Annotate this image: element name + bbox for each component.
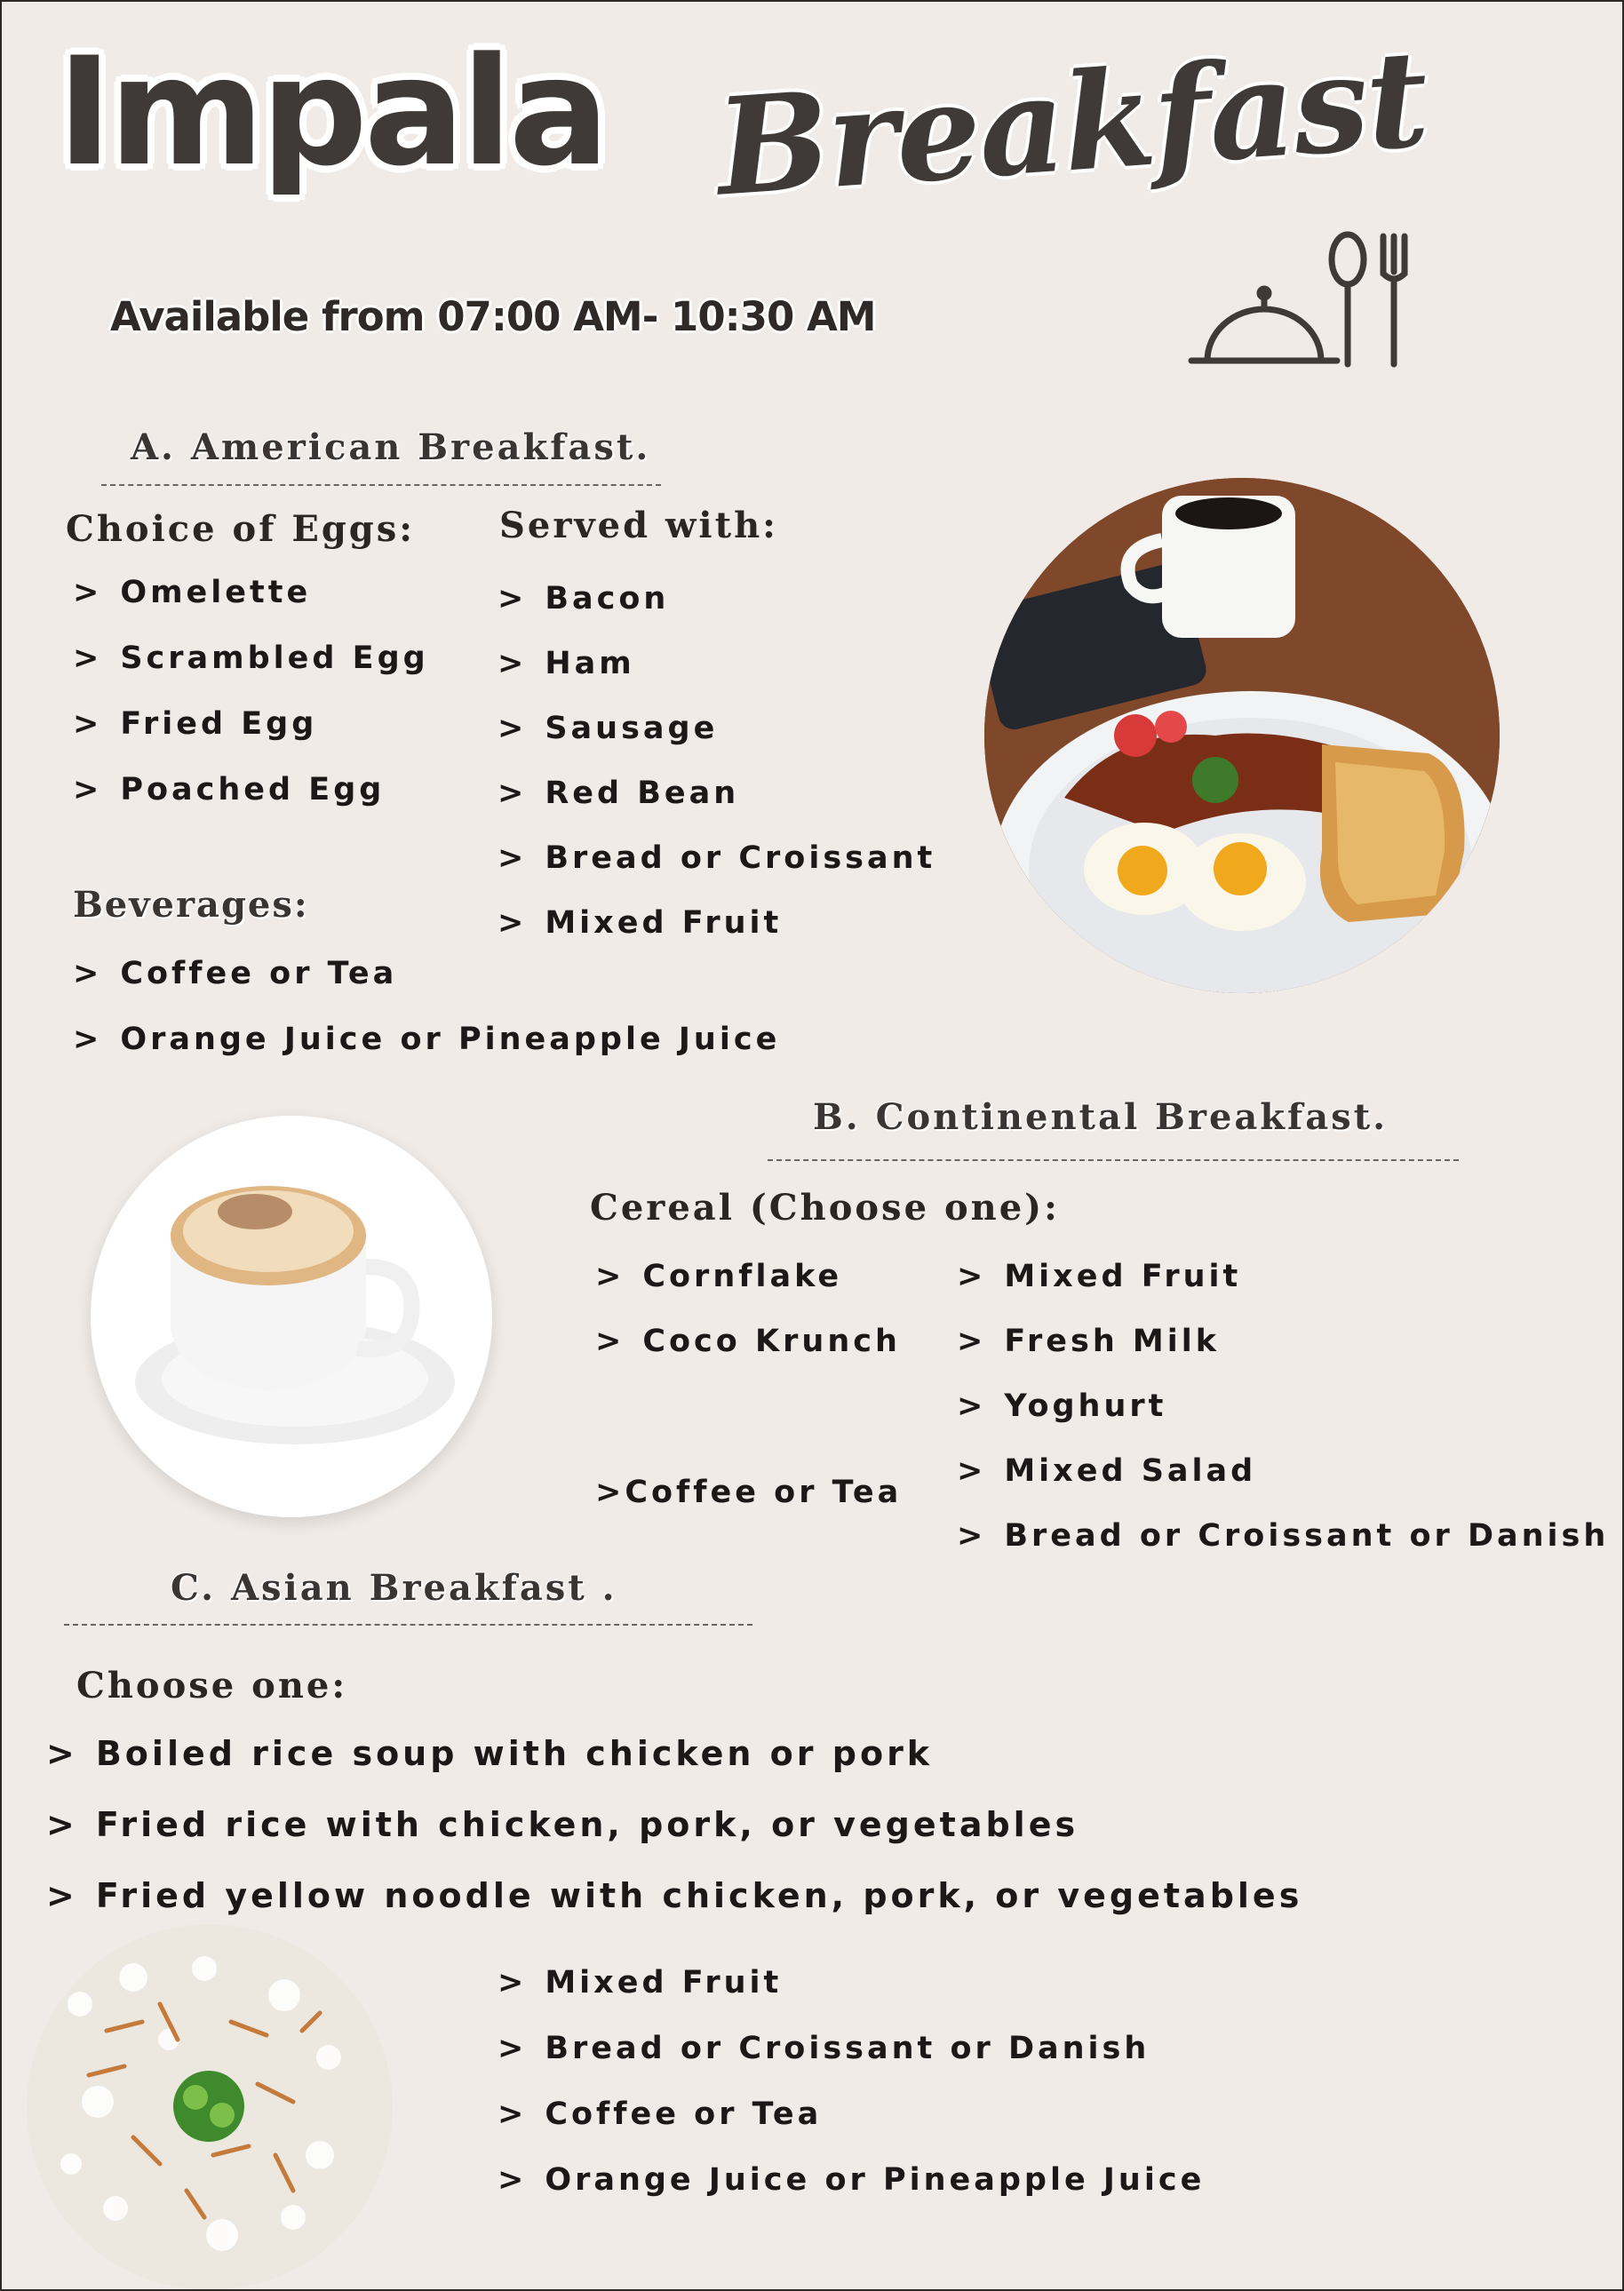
arrow-glyph: > bbox=[957, 1453, 987, 1489]
eggs-title: Choice of Eggs: bbox=[66, 508, 416, 550]
section-divider bbox=[768, 1159, 1459, 1161]
cereal-list bbox=[595, 1259, 901, 1388]
list-item: >Coffee or Tea bbox=[595, 1475, 903, 1510]
list-item: > Bread or Croissant or Danish bbox=[957, 1518, 1610, 1554]
list-item: > Orange Juice or Pineapple Juice bbox=[498, 2162, 1206, 2198]
list-item: > Fresh Milk bbox=[957, 1324, 1221, 1359]
asian-extras-list bbox=[498, 1965, 1205, 2228]
section-divider bbox=[64, 1624, 752, 1626]
breakfast-script-title: Breakfast bbox=[712, 20, 1432, 227]
list-item: > Sausage bbox=[498, 711, 719, 746]
arrow-glyph: > bbox=[498, 2096, 528, 2132]
arrow-glyph: > bbox=[957, 1324, 987, 1359]
list-item: > Cornflake bbox=[595, 1259, 843, 1294]
asian-heading: C. Asian Breakfast . bbox=[171, 1567, 617, 1609]
list-item: > Ham bbox=[498, 646, 635, 681]
list-item: > Coco Krunch bbox=[595, 1324, 901, 1359]
list-item: > Omelette bbox=[73, 575, 312, 610]
section-divider bbox=[101, 484, 661, 486]
cloche-spoon-fork-icon bbox=[1188, 231, 1419, 373]
arrow-glyph: > bbox=[498, 905, 528, 941]
list-item: > Mixed Fruit bbox=[498, 905, 783, 941]
list-item: > Mixed Fruit bbox=[498, 1965, 783, 2001]
served-list bbox=[498, 581, 935, 970]
list-item: > Bacon bbox=[498, 581, 670, 617]
eggs-list bbox=[73, 575, 429, 838]
served-title: Served with: bbox=[499, 505, 778, 546]
arrow-glyph: > bbox=[498, 2031, 528, 2066]
arrow-glyph: > bbox=[595, 1259, 625, 1294]
arrow-glyph: > bbox=[595, 1324, 625, 1359]
american-breakfast-photo bbox=[984, 478, 1500, 993]
arrow-glyph: > bbox=[498, 646, 528, 681]
list-item: > Boiled rice soup with chicken or pork bbox=[46, 1734, 934, 1773]
arrow-glyph: > bbox=[957, 1518, 987, 1554]
beverages-list bbox=[73, 956, 780, 1087]
list-item: > Scrambled Egg bbox=[73, 640, 429, 676]
arrow-glyph: > bbox=[957, 1388, 987, 1424]
arrow-glyph: > bbox=[46, 1876, 78, 1915]
arrow-glyph: > bbox=[498, 840, 528, 876]
list-item: > Yoghurt bbox=[957, 1388, 1167, 1424]
arrow-glyph: > bbox=[73, 575, 103, 610]
arrow-glyph: > bbox=[46, 1805, 78, 1844]
continental-extras-list bbox=[957, 1259, 1609, 1583]
cappuccino-illustration bbox=[91, 1116, 492, 1517]
brand-logo-text: Impala bbox=[57, 25, 607, 199]
list-item: > Coffee or Tea bbox=[498, 2096, 823, 2132]
list-item: > Bread or Croissant or Danish bbox=[498, 2031, 1150, 2066]
asian-choices-list bbox=[46, 1734, 1302, 1947]
porridge-illustration bbox=[27, 1924, 393, 2290]
rice-porridge-photo bbox=[27, 1924, 393, 2290]
list-item: > Fried Egg bbox=[73, 706, 318, 742]
list-item: > Fried rice with chicken, pork, or vegetables bbox=[46, 1805, 1079, 1844]
arrow-glyph: > bbox=[498, 2162, 528, 2198]
list-item: > Mixed Fruit bbox=[957, 1259, 1242, 1294]
arrow-glyph: > bbox=[73, 956, 103, 991]
arrow-glyph: > bbox=[498, 581, 528, 617]
arrow-glyph: > bbox=[957, 1259, 987, 1294]
arrow-glyph: > bbox=[73, 640, 103, 676]
continental-heading: B. Continental Breakfast. bbox=[813, 1096, 1389, 1138]
continental-coffee bbox=[595, 1475, 902, 1510]
list-item: > Orange Juice or Pineapple Juice bbox=[73, 1022, 781, 1057]
cereal-title: Cereal (Choose one): bbox=[590, 1187, 1060, 1229]
list-item: > Coffee or Tea bbox=[73, 956, 398, 991]
availability-text: Available from 07:00 AM- 10:30 AM bbox=[110, 293, 876, 340]
arrow-glyph: > bbox=[498, 776, 528, 811]
arrow-glyph: > bbox=[73, 1022, 103, 1057]
arrow-glyph: > bbox=[498, 1965, 528, 2001]
beverages-title: Beverages: bbox=[73, 884, 309, 926]
choose-title: Choose one: bbox=[76, 1665, 348, 1706]
arrow-glyph: > bbox=[46, 1734, 78, 1773]
list-item: > Fried yellow noodle with chicken, pork, or vegetables bbox=[46, 1876, 1303, 1915]
arrow-glyph: > bbox=[498, 711, 528, 746]
breakfast-plate-illustration bbox=[984, 478, 1500, 993]
list-item: > Mixed Salad bbox=[957, 1453, 1257, 1489]
list-item: > Red Bean bbox=[498, 776, 740, 811]
arrow-glyph: > bbox=[73, 706, 103, 742]
coffee-cup-photo bbox=[91, 1116, 492, 1517]
arrow-glyph: > bbox=[73, 772, 103, 807]
list-item: > Bread or Croissant bbox=[498, 840, 936, 876]
list-item: > Poached Egg bbox=[73, 772, 386, 807]
american-heading: A. American Breakfast. bbox=[131, 426, 651, 468]
